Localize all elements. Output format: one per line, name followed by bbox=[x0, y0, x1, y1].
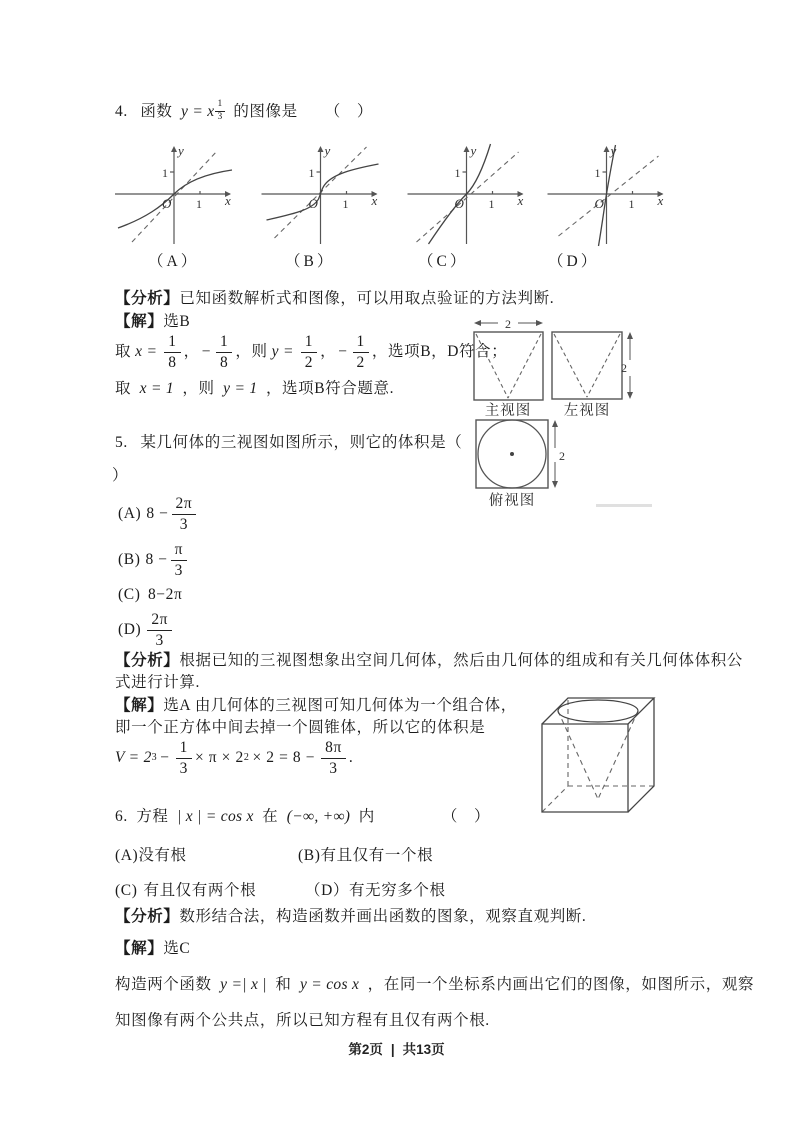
origin-label: O bbox=[454, 196, 464, 211]
q4-number: 4. bbox=[115, 103, 128, 120]
solution-label: 【解】 bbox=[115, 697, 164, 714]
fraction: $\frac{2\pi}{3}$ bbox=[172, 495, 197, 532]
q4-answer-brackets: （ ） bbox=[324, 103, 373, 120]
option-label: (B) bbox=[118, 551, 141, 568]
q4-graph-option-c bbox=[402, 142, 532, 248]
text-run: ， bbox=[320, 343, 337, 360]
y-axis-label: y bbox=[470, 143, 477, 158]
footer-separator: | bbox=[390, 1042, 395, 1057]
interval-run: (−∞, +∞) bbox=[286, 808, 351, 825]
q5-solution-line1 bbox=[115, 695, 517, 717]
analysis-text: 根据已知的三视图想象出空间几何体，然后由几何体的组成和有关几何体体积公 bbox=[179, 652, 743, 669]
x-axis-label: x bbox=[657, 193, 664, 208]
q6-answer-brackets: （ ） bbox=[441, 808, 491, 825]
x-tick-label: 1 bbox=[488, 197, 495, 211]
option-text: 有且仅有一个根 bbox=[320, 847, 434, 864]
front-width-dim: 2 bbox=[505, 317, 511, 331]
q4-formula: y = x bbox=[181, 103, 215, 120]
fraction: $\frac{\pi}{3}$ bbox=[171, 541, 187, 578]
q6-number: 6. bbox=[115, 808, 128, 825]
q4-title-post: 的图像是 bbox=[233, 103, 298, 120]
minus-sign: − bbox=[160, 749, 170, 766]
math-run: | x | = cos x bbox=[177, 808, 254, 825]
q5-option-a bbox=[118, 492, 199, 536]
y-axis-arrow-icon bbox=[604, 146, 610, 152]
text-run: . bbox=[348, 749, 354, 766]
q4-exponent-fraction: $\frac{1}{3}$ bbox=[217, 99, 223, 122]
option-label: (A) bbox=[118, 505, 142, 522]
solution-text: 选A 由几何体的三视图可知几何体为一个组合体， bbox=[163, 697, 517, 714]
solution-label: 【解】 bbox=[115, 940, 164, 957]
math-run: y = 1 bbox=[223, 380, 258, 397]
origin-label: O bbox=[162, 196, 172, 211]
x-axis-label: x bbox=[371, 193, 378, 208]
q4-graph-option-b bbox=[255, 142, 387, 248]
x-tick-label: 1 bbox=[628, 197, 635, 211]
side-height-dim: 2 bbox=[621, 361, 627, 375]
fraction: $\frac{1}{8}$ bbox=[164, 333, 180, 370]
option-text: 有无穷多个根 bbox=[349, 882, 446, 899]
text-run: ，则 bbox=[182, 380, 215, 397]
option-expr: 8 − bbox=[146, 505, 169, 522]
q4-title-pre: 函数 bbox=[140, 103, 173, 120]
minus-sign: − bbox=[338, 343, 348, 360]
math-run: V = 2 bbox=[115, 749, 152, 766]
option-label: （D） bbox=[305, 882, 349, 899]
text-run: ，在同一个坐标系内画出它们的图像，如图所示，观察 bbox=[367, 976, 755, 993]
x-axis-label: x bbox=[225, 193, 231, 208]
x-tick-label: 1 bbox=[196, 197, 202, 211]
q6-title bbox=[115, 806, 490, 828]
text-run: 构造两个函数 bbox=[115, 976, 212, 993]
top-view-label: 俯视图 bbox=[488, 493, 536, 509]
q4-analysis bbox=[115, 288, 554, 310]
text-run: ，选项B符合题意. bbox=[265, 380, 395, 397]
dim-arrow-up-icon bbox=[627, 332, 633, 339]
option-text: 没有根 bbox=[138, 847, 187, 864]
y-axis-arrow-icon bbox=[318, 146, 324, 152]
y-tick-label: 1 bbox=[162, 166, 168, 180]
math-run: y =| x | bbox=[220, 976, 267, 993]
option-label: (A) bbox=[115, 847, 139, 864]
option-text: 有且仅有两个根 bbox=[143, 882, 257, 899]
footer-page-number: 第2页 bbox=[348, 1042, 383, 1057]
analysis-text: 数形结合法，构造函数并画出函数的图象，观察直观判断. bbox=[179, 908, 587, 925]
q4-caption-a: （A） bbox=[148, 253, 200, 270]
q5-cube-cone-figure bbox=[528, 684, 688, 819]
q5-number: 5. bbox=[115, 434, 128, 451]
fraction: $\frac{1}{8}$ bbox=[216, 333, 232, 370]
x-tick-label: 1 bbox=[342, 197, 349, 211]
text-run: 在 bbox=[262, 808, 279, 825]
circle-center-dot bbox=[510, 452, 514, 456]
y-axis-arrow-icon bbox=[171, 146, 177, 152]
q5-option-b bbox=[118, 538, 190, 582]
q5-title-close: ） bbox=[112, 467, 129, 484]
text-run: ， bbox=[183, 343, 200, 360]
solution-choice: 选C bbox=[163, 940, 191, 957]
q6-option-b bbox=[298, 845, 433, 867]
option-expr: 8 − bbox=[145, 551, 168, 568]
q4-graph-option-d bbox=[542, 142, 672, 248]
q6-solution-body-line2: 知图像有两个公共点，所以已知方程有且仅有两个根. bbox=[115, 1012, 490, 1029]
analysis-label: 【分析】 bbox=[115, 290, 180, 307]
text-run: 取 bbox=[115, 343, 132, 360]
q5-analysis-line2: 式进行计算. bbox=[115, 674, 200, 691]
y-axis-label: y bbox=[178, 143, 184, 158]
option-label: (C) bbox=[118, 586, 141, 603]
q5-solution-line2: 即一个正方体中间去掉一个圆锥体，所以它的体积是 bbox=[115, 719, 486, 736]
fraction: $\frac{1}{2}$ bbox=[301, 333, 317, 370]
analysis-label: 【分析】 bbox=[115, 652, 180, 669]
fraction: $\frac{8\pi}{3}$ bbox=[321, 739, 346, 776]
dim-arrow-right-icon bbox=[536, 320, 543, 326]
dim-arrow-up-icon bbox=[552, 420, 558, 427]
dim-arrow-down-icon bbox=[552, 481, 558, 488]
q5-option-d bbox=[118, 608, 175, 652]
fraction: $\frac{2\pi}{3}$ bbox=[147, 611, 172, 648]
option-label: (C) bbox=[115, 882, 138, 899]
y-axis-label: y bbox=[610, 143, 617, 158]
q6-analysis bbox=[115, 906, 586, 928]
minus-sign: − bbox=[201, 343, 212, 360]
q4-substitution-1 bbox=[115, 330, 507, 374]
math-run: x = 1 bbox=[139, 380, 174, 397]
q4-graph-option-a bbox=[112, 142, 237, 248]
solution-label: 【解】 bbox=[115, 313, 164, 330]
math-run: y = cos x bbox=[299, 976, 360, 993]
y-tick-label: 1 bbox=[454, 166, 461, 180]
option-expr: 8−2π bbox=[147, 586, 183, 603]
q6-option-a bbox=[115, 845, 187, 867]
text-run: 和 bbox=[275, 976, 292, 993]
scan-artifact bbox=[596, 504, 652, 507]
x-axis-label: x bbox=[517, 193, 524, 208]
exponent: 2 bbox=[243, 752, 250, 763]
q6-option-d bbox=[305, 880, 446, 902]
page-footer bbox=[0, 1038, 793, 1058]
front-view-label: 主视图 bbox=[484, 403, 532, 419]
math-run: y = bbox=[271, 343, 294, 360]
solution-choice: 选B bbox=[163, 313, 191, 330]
y-axis-label: y bbox=[324, 143, 331, 158]
text-run: ，则 bbox=[235, 343, 268, 360]
y-tick-label: 1 bbox=[594, 166, 601, 180]
q5-option-c bbox=[118, 584, 182, 606]
q5-analysis-line1 bbox=[115, 650, 743, 672]
analysis-label: 【分析】 bbox=[115, 908, 180, 925]
y-tick-label: 1 bbox=[308, 166, 315, 180]
option-label: (D) bbox=[118, 621, 142, 638]
q5-title bbox=[115, 432, 462, 454]
q6-solution-body-line1 bbox=[115, 974, 754, 996]
q5-volume-formula bbox=[115, 736, 353, 780]
fraction: $\frac{1}{2}$ bbox=[353, 333, 369, 370]
fraction: $\frac{1}{3}$ bbox=[176, 739, 192, 776]
dim-arrow-left-icon bbox=[474, 320, 481, 326]
exponent: 3 bbox=[151, 752, 158, 763]
q5-title-text: 某几何体的三视图如图所示，则它的体积是（ bbox=[140, 434, 463, 451]
top-height-dim: 2 bbox=[559, 449, 565, 463]
q5-three-view-figure bbox=[466, 310, 646, 515]
q4-caption-c: （C） bbox=[418, 253, 469, 270]
q4-caption-b: （B） bbox=[285, 253, 336, 270]
origin-label: O bbox=[594, 196, 604, 211]
q4-title bbox=[115, 100, 373, 123]
text-run: ，选项B，D符合； bbox=[371, 343, 508, 360]
math-run: x = bbox=[135, 343, 158, 360]
option-label: (B) bbox=[298, 847, 321, 864]
analysis-text: 已知函数解析式和图像，可以用取点验证的方法判断. bbox=[179, 290, 555, 307]
q4-substitution-2 bbox=[115, 378, 394, 400]
y-axis-arrow-icon bbox=[464, 146, 470, 152]
q6-solution-head bbox=[115, 938, 190, 960]
dim-arrow-down-icon bbox=[627, 392, 633, 399]
text-run: 内 bbox=[358, 808, 375, 825]
math-run: × π × 2 bbox=[194, 749, 244, 766]
q6-title-pre: 方程 bbox=[136, 808, 169, 825]
q6-option-c bbox=[115, 880, 256, 902]
side-view-label: 左视图 bbox=[563, 403, 611, 419]
origin-label: O bbox=[308, 196, 318, 211]
q4-caption-d: （D） bbox=[548, 253, 600, 270]
text-run: 取 bbox=[115, 380, 132, 397]
math-run: × 2 = 8 − bbox=[252, 749, 316, 766]
footer-total-pages: 共13页 bbox=[402, 1042, 445, 1057]
